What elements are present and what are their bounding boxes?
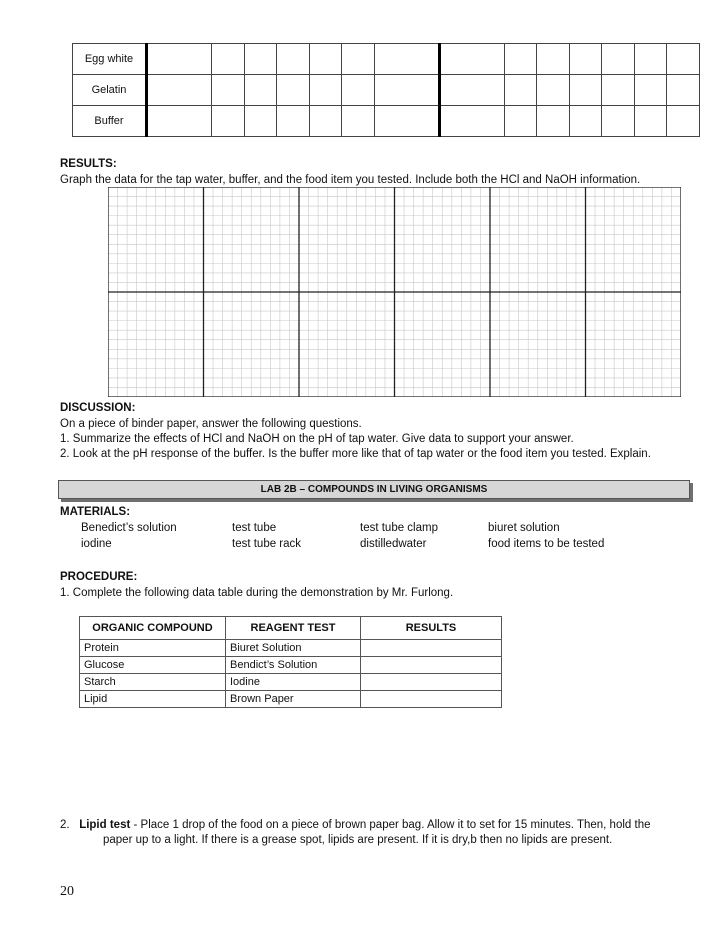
data-cell[interactable] xyxy=(212,106,245,137)
discussion-intro: On a piece of binder paper, answer the following questions. xyxy=(60,418,362,430)
row-label: Buffer xyxy=(73,106,147,137)
table-cell: Glucose xyxy=(80,657,226,674)
procedure-step-2-continued: paper up to a light. If there is a grease spot, lipids are present. If it is dry,b then no lipids are present. xyxy=(103,834,613,846)
data-cell[interactable] xyxy=(667,106,700,137)
material-item: Benedict’s solution xyxy=(81,522,177,534)
material-item: biuret solution xyxy=(488,522,560,534)
table-row xyxy=(80,657,502,674)
table-cell[interactable] xyxy=(361,674,502,691)
results-instruction: Graph the data for the tap water, buffer, and the food item you tested. Include both the HCl and NaOH information. xyxy=(60,174,641,186)
data-cell[interactable] xyxy=(504,106,537,137)
table-cell: Biuret Solution xyxy=(226,640,361,657)
table-row xyxy=(80,674,502,691)
data-cell[interactable] xyxy=(634,75,667,106)
data-cell[interactable] xyxy=(667,75,700,106)
data-cell[interactable] xyxy=(147,44,212,75)
data-cell[interactable] xyxy=(342,75,375,106)
data-cell[interactable] xyxy=(439,75,504,106)
data-cell[interactable] xyxy=(602,106,635,137)
data-cell[interactable] xyxy=(537,44,570,75)
data-cell[interactable] xyxy=(602,75,635,106)
procedure-heading: PROCEDURE: xyxy=(60,571,138,583)
table-row xyxy=(73,106,700,137)
table-cell: Starch xyxy=(80,674,226,691)
data-cell[interactable] xyxy=(147,75,212,106)
data-cell[interactable] xyxy=(504,44,537,75)
data-cell[interactable] xyxy=(569,75,602,106)
data-cell[interactable] xyxy=(439,44,504,75)
table-row xyxy=(73,75,700,106)
discussion-question-2: 2. Look at the pH response of the buffer. Is the buffer more like that of tap water or the food item you tested. Explain. xyxy=(60,448,651,460)
data-cell[interactable] xyxy=(374,106,439,137)
graph-grid xyxy=(108,187,681,397)
table-row xyxy=(73,44,700,75)
data-cell[interactable] xyxy=(569,44,602,75)
table-row xyxy=(80,640,502,657)
data-cell[interactable] xyxy=(504,75,537,106)
table-cell[interactable] xyxy=(361,657,502,674)
table-cell[interactable] xyxy=(361,640,502,657)
table-header: RESULTS xyxy=(361,617,502,640)
data-cell[interactable] xyxy=(309,75,342,106)
data-cell[interactable] xyxy=(244,75,277,106)
organic-compound-table xyxy=(79,616,502,708)
material-item: test tube rack xyxy=(232,538,302,550)
table-cell: Bendict’s Solution xyxy=(226,657,361,674)
data-cell[interactable] xyxy=(602,44,635,75)
row-label: Gelatin xyxy=(73,75,147,106)
data-cell[interactable] xyxy=(277,106,310,137)
data-cell[interactable] xyxy=(537,106,570,137)
material-item: test tube xyxy=(232,522,277,534)
row-label: Egg white xyxy=(73,44,147,75)
table-cell: Brown Paper xyxy=(226,691,361,708)
data-cell[interactable] xyxy=(374,75,439,106)
material-item: food items to be tested xyxy=(488,538,605,550)
data-cell[interactable] xyxy=(537,75,570,106)
data-cell[interactable] xyxy=(212,44,245,75)
table-cell: Protein xyxy=(80,640,226,657)
data-cell[interactable] xyxy=(439,106,504,137)
step-number: 2. xyxy=(60,819,70,831)
lab-title-banner: LAB 2B – COMPOUNDS IN LIVING ORGANISMS xyxy=(58,480,690,499)
discussion-heading: DISCUSSION: xyxy=(60,402,136,414)
discussion-question-1: 1. Summarize the effects of HCl and NaOH on the pH of tap water. Give data to support your answer. xyxy=(60,433,574,445)
table-row xyxy=(80,691,502,708)
table-cell: Iodine xyxy=(226,674,361,691)
table-header: REAGENT TEST xyxy=(226,617,361,640)
data-cell[interactable] xyxy=(244,106,277,137)
data-cell[interactable] xyxy=(309,106,342,137)
data-cell[interactable] xyxy=(277,75,310,106)
data-cell[interactable] xyxy=(569,106,602,137)
procedure-step-1: 1. Complete the following data table during the demonstration by Mr. Furlong. xyxy=(60,587,454,599)
materials-heading: MATERIALS: xyxy=(60,506,131,518)
table-cell[interactable] xyxy=(361,691,502,708)
page-number: 20 xyxy=(60,884,74,899)
data-cell[interactable] xyxy=(277,44,310,75)
data-cell[interactable] xyxy=(342,44,375,75)
data-cell[interactable] xyxy=(667,44,700,75)
material-item: distilledwater xyxy=(360,538,427,550)
data-cell[interactable] xyxy=(244,44,277,75)
data-cell[interactable] xyxy=(374,44,439,75)
data-cell[interactable] xyxy=(342,106,375,137)
data-cell[interactable] xyxy=(147,106,212,137)
table-header: ORGANIC COMPOUND xyxy=(80,617,226,640)
lipid-test-label: Lipid test xyxy=(79,819,131,831)
material-item: test tube clamp xyxy=(360,522,438,534)
ph-data-table xyxy=(72,43,700,137)
data-cell[interactable] xyxy=(309,44,342,75)
table-cell: Lipid xyxy=(80,691,226,708)
step-2-text: - Place 1 drop of the food on a piece of brown paper bag. Allow it to set for 15 minutes. Then, hold the xyxy=(130,819,651,831)
data-cell[interactable] xyxy=(212,75,245,106)
data-cell[interactable] xyxy=(634,106,667,137)
material-item: iodine xyxy=(81,538,112,550)
results-heading: RESULTS: xyxy=(60,158,117,170)
procedure-step-2 xyxy=(60,818,650,834)
data-cell[interactable] xyxy=(634,44,667,75)
